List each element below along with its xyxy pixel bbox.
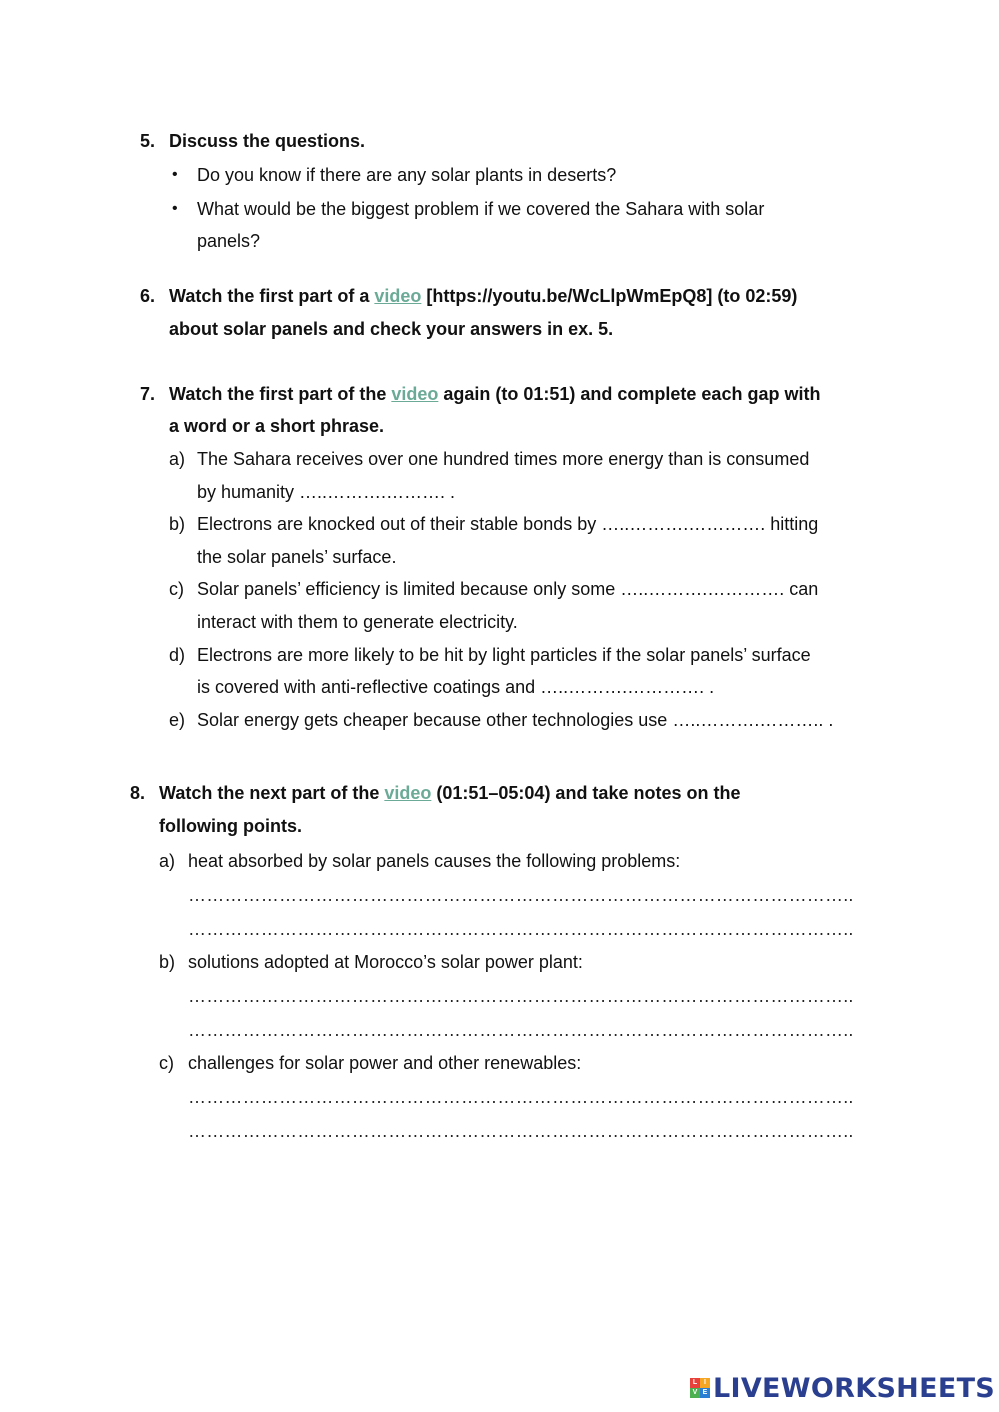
q7-item-c-letter: c)	[169, 579, 184, 599]
q7-item-e-line-1[interactable]: Solar energy gets cheaper because other technologies use …..……….……….. .	[197, 710, 834, 730]
q8-text-post: (01:51–05:04) and take notes on the	[431, 783, 741, 803]
q8-number: 8.	[130, 783, 146, 803]
q8-video-link[interactable]: video	[384, 783, 432, 803]
q8-instruction-line-1	[159, 782, 740, 804]
q8-item-b-answer-line-2[interactable]: ………………………………………………………………………………………………..	[188, 1020, 854, 1040]
q7-item-d-line-2[interactable]: is covered with anti-reflective coatings and …..……….…………. .	[197, 677, 715, 697]
q6-instruction-line-2: about solar panels and check your answers in ex. 5.	[169, 319, 614, 339]
q8-item-b-text: solutions adopted at Morocco’s solar power plant:	[188, 952, 583, 972]
q8-item-c-answer-line-1[interactable]: ………………………………………………………………………………………………..	[188, 1087, 854, 1107]
q5-bullet-1: Do you know if there are any solar plants in deserts?	[197, 165, 617, 185]
logo-icon-tile-i: I	[700, 1378, 710, 1388]
q5-bullet-2-glyph: •	[172, 200, 178, 217]
q8-instruction-line-2: following points.	[159, 816, 302, 836]
q8-item-c-answer-line-2[interactable]: ………………………………………………………………………………………………..	[188, 1121, 854, 1141]
q7-item-d-line-1: Electrons are more likely to be hit by light particles if the solar panels’ surface	[197, 645, 811, 665]
q6-number: 6.	[140, 286, 156, 306]
q6-video-link[interactable]: video	[374, 286, 422, 306]
q7-item-e-letter: e)	[169, 710, 186, 730]
q5-title: Discuss the questions.	[169, 131, 366, 151]
q5-number: 5.	[140, 131, 156, 151]
q6-text-post: [https://youtu.be/WcLlpWmEpQ8] (to 02:59)	[421, 286, 798, 306]
logo-icon-tile-v: V	[690, 1388, 700, 1398]
q8-item-c-letter: c)	[159, 1053, 174, 1073]
q7-instruction-line-1	[169, 383, 820, 405]
q7-text-post: again (to 01:51) and complete each gap with	[438, 384, 821, 404]
q8-item-b-letter: b)	[159, 952, 176, 972]
q8-item-c-text: challenges for solar power and other renewables:	[188, 1053, 582, 1073]
q7-item-a-line-2[interactable]: by humanity …..……….………. .	[197, 482, 456, 502]
q7-item-a-line-1: The Sahara receives over one hundred times more energy than is consumed	[197, 449, 810, 469]
q8-item-a-answer-line-1[interactable]: ………………………………………………………………………………………………..	[188, 885, 854, 905]
q7-item-d-letter: d)	[169, 645, 186, 665]
liveworksheets-logo-icon	[690, 1378, 710, 1398]
q7-video-link[interactable]: video	[391, 384, 439, 404]
liveworksheets-logo-text: LIVEWORKSHEETS	[713, 1372, 996, 1404]
q7-instruction-line-2: a word or a short phrase.	[169, 416, 385, 436]
q7-item-b-line-2: the solar panels’ surface.	[197, 547, 397, 567]
q8-item-a-letter: a)	[159, 851, 176, 871]
q7-item-a-letter: a)	[169, 449, 186, 469]
logo-icon-tile-l: L	[690, 1378, 700, 1388]
q5-bullet-2: What would be the biggest problem if we covered the Sahara with solar	[197, 199, 765, 219]
liveworksheets-logo[interactable]	[690, 1371, 995, 1405]
q8-item-b-answer-line-1[interactable]: ………………………………………………………………………………………………..	[188, 986, 854, 1006]
q5-bullet-2-cont: panels?	[197, 231, 261, 251]
q7-number: 7.	[140, 384, 156, 404]
q6-instruction-line-1	[169, 285, 797, 307]
logo-icon-tile-e: E	[700, 1388, 710, 1398]
q6-text-pre: Watch the first part of a	[169, 286, 375, 306]
q8-item-a-answer-line-2[interactable]: ………………………………………………………………………………………………..	[188, 919, 854, 939]
q8-item-a-text: heat absorbed by solar panels causes the following problems:	[188, 851, 681, 871]
q7-item-c-line-2: interact with them to generate electricity.	[197, 612, 518, 632]
q7-item-b-letter: b)	[169, 514, 186, 534]
q7-item-b-line-1[interactable]: Electrons are knocked out of their stable bonds by …..……….…………. hitting	[197, 514, 819, 534]
q5-bullet-1-glyph: •	[172, 166, 178, 183]
q7-text-pre: Watch the first part of the	[169, 384, 392, 404]
q8-text-pre: Watch the next part of the	[159, 783, 385, 803]
q7-item-c-line-1[interactable]: Solar panels’ efficiency is limited because only some …..……….…………. can	[197, 579, 819, 599]
